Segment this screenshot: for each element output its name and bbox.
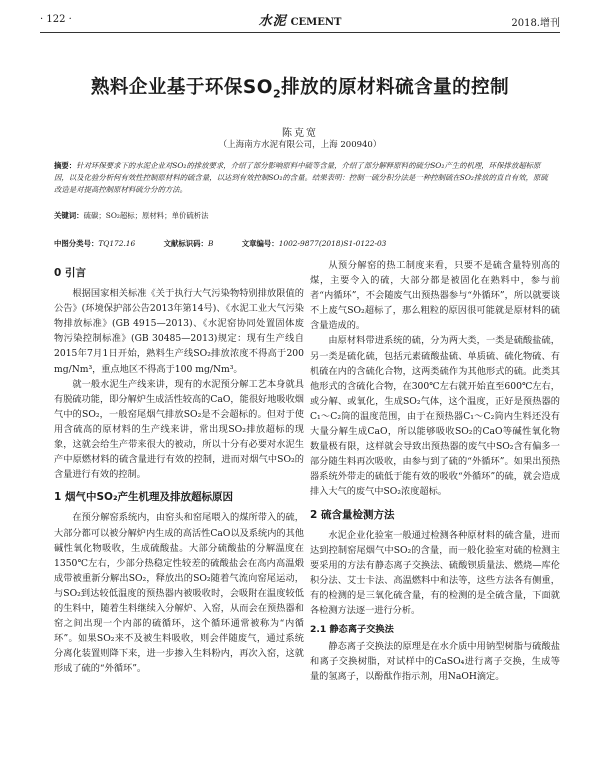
page-number: · 122 ·	[40, 14, 72, 25]
journal-name	[40, 10, 560, 29]
left-column	[54, 258, 304, 676]
article-title: 熟料企业基于环保$SO_2$排放的原材料硫含量的控制	[90, 77, 510, 101]
keywords-label: 关键词：	[54, 211, 84, 220]
paragraph: 在预分解窑系统内，由窑头和窑尾喂入的煤所带入的硫，大部分都可以被分解炉内生成的高活性CaO以及系统内的其他碱性氧化物吸收，生成硫酸盐。大部分硫酸盐的分解温度在1350℃左右，少部分热稳定性较差的硫酸盐会在高内高温煅成带被重新分解出SO₂，释放出的SO₂随着气流向窑尾运动，与SO₂到达较低温度的预热器内被吸收时，会吸附在温度较低的生料中，随着生料继续入分解炉、入窑，从而会在预热器和窑之间出现一个内部的硫循环，这个循环通常被称为“内循环”。如果SO₂来不及被生料吸收，则会伴随废气，通过系统分离化装置则降下来，进一步掺入生料粉内，再次入窑，这就形成了硫的“外循环”。	[54, 512, 304, 675]
abstract-text: 针对环保要求下的水泥企业对SO₂的排放要求，介绍了部分影响原料中硫等含量，介绍了部分解释原料的硫分SO₂产生的机理，环保排放超标原因，以及化验分析何有效性控制原材料的硫含量，以达到有效控制SO₂的含量。结果表明：控制一硫分积分法是一种控制硫在SO₂排放的直自有效，原硫改造是对提高控制原材料硫分分的方法。	[54, 161, 548, 194]
author-affiliation: （上海南方水泥有限公司，上海 200940）	[218, 140, 382, 150]
paragraph: 就一般水泥生产线来讲，现有的水泥预分解工艺本身就具有脱硫功能，即分解炉生成活性较高的CaO，能很好地吸收烟气中的SO₂，一般窑尾烟气排放SO₂是不会超标的。但对于使用含硫高的原材料的生产线来讲，常出现SO₂排放超标的现象，这就会给生产带来很大的被动，所以十分有必要对水泥生产中原燃材料的硫含量进行有效的控制，进而对烟气中SO₂的含量进行有效的控制。	[54, 378, 304, 481]
abstract	[54, 160, 550, 196]
subsection-heading: 2.1 静态离子交换法	[310, 624, 394, 636]
classification-line: 中图分类号：TQ172.16 文献标识码：B 文章编号：1002-9877(2018)S1-0122-03	[54, 239, 387, 248]
page-header	[40, 6, 560, 33]
abstract-label: 摘要：	[54, 161, 77, 170]
paragraph: 水泥企业化验室一般通过检测各种原材料的硫含量，进而达到控制窑尾烟气中SO₂的含量，而一般化验室对硫的检测主要采用的方法有静态离子交换法、硫酸钡质量法、燃烧—库伦积分法、艾士卡法、高温燃料中和法等，这些方法各有侧重，有的检测的是三氧化硫含量，有的检测的是全硫含量，下面就各检测方法逐一进行分析。	[310, 529, 560, 617]
document-code: B	[207, 239, 214, 248]
clc-number: TQ172.16	[98, 239, 136, 248]
journal-name-en: CEMENT	[290, 17, 342, 28]
right-column	[310, 258, 560, 685]
section-heading: 1 烟气中SO₂产生机理及排放超标原因	[54, 491, 234, 504]
journal-name-cn: 水泥	[258, 14, 287, 29]
section-heading: 2 硫含量检测方法	[310, 508, 395, 521]
paragraph: 从预分解窑的热工制度来看，只要不是硫含量特别高的煤，主要令入的硫，大部分都是被固化在熟料中，参与前者“内循环”，不会随废气出预热器参与“外循环”，所以就要谈不上废气SO₂超标了，那么粗粒的原因很可能就是原材料的硫含量造成的。	[310, 260, 560, 332]
author-name: 陈克宽	[282, 128, 318, 139]
paragraph: 静态离子交换法的原理是在水介质中用钠型树脂与硫酸盐和离子交换树脂，对试样中的CaSO₄进行离子交换，生成等量的氢离子，以酚酞作指示剂，用NaOH滴定。	[310, 641, 560, 683]
paragraph: 根据国家相关标准《关于执行大气污染物特别排放限值的公告》(环境保护部公告2013年第14号)、《水泥工业大气污染物排放标准》(GB 4915—2013)、《水泥窑协同处置固体废物污染控制标准》(GB 30485—2013)规定：现有生产线自2015年7月1日开始，熟料生产线SO₂排放浓度不得高于200 mg/Nm³，重点地区不得高于100 mg/Nm³。	[54, 288, 304, 375]
paragraph: 由原材料带进系统的硫，分为两大类，一类是硫酸盐硫，另一类是硫化硫，包括元素硫酸盐硫、单质硫、硫化物硫、有机硫在内的含硫化合物，这两类硫作为其他形式的硫。此类其他形式的含硫化合物，在300℃左右就开始直至600℃左右，或分解、或氧化，生成SO₂气体，这个温度，正好是预热器的C₁～C₂筒的温度范围，由于在预热器C₁～C₂筒内生料还没有大量分解生成CaO，所以能够吸收SO₂的CaO等碱性氧化物数量极有限，这样就会导致出预热器的废气中SO₂含有偏多一部分随生料再次吸收，由参与到了硫的“外循环”。如果出预热器系统外带走的硫低于能有效的吸收“外循环”的硫，就会造成排入大气的废气中SO₂浓度超标。	[310, 335, 560, 498]
keywords-text: 硫碳；SO₂超标；原材料；单价硫析法	[83, 211, 209, 220]
keywords	[54, 210, 550, 221]
article-id: 1002-9877(2018)S1-0122-03	[278, 239, 387, 248]
issue-label: 2018.增刊	[511, 18, 560, 29]
section-heading: 0 引言	[54, 267, 86, 279]
